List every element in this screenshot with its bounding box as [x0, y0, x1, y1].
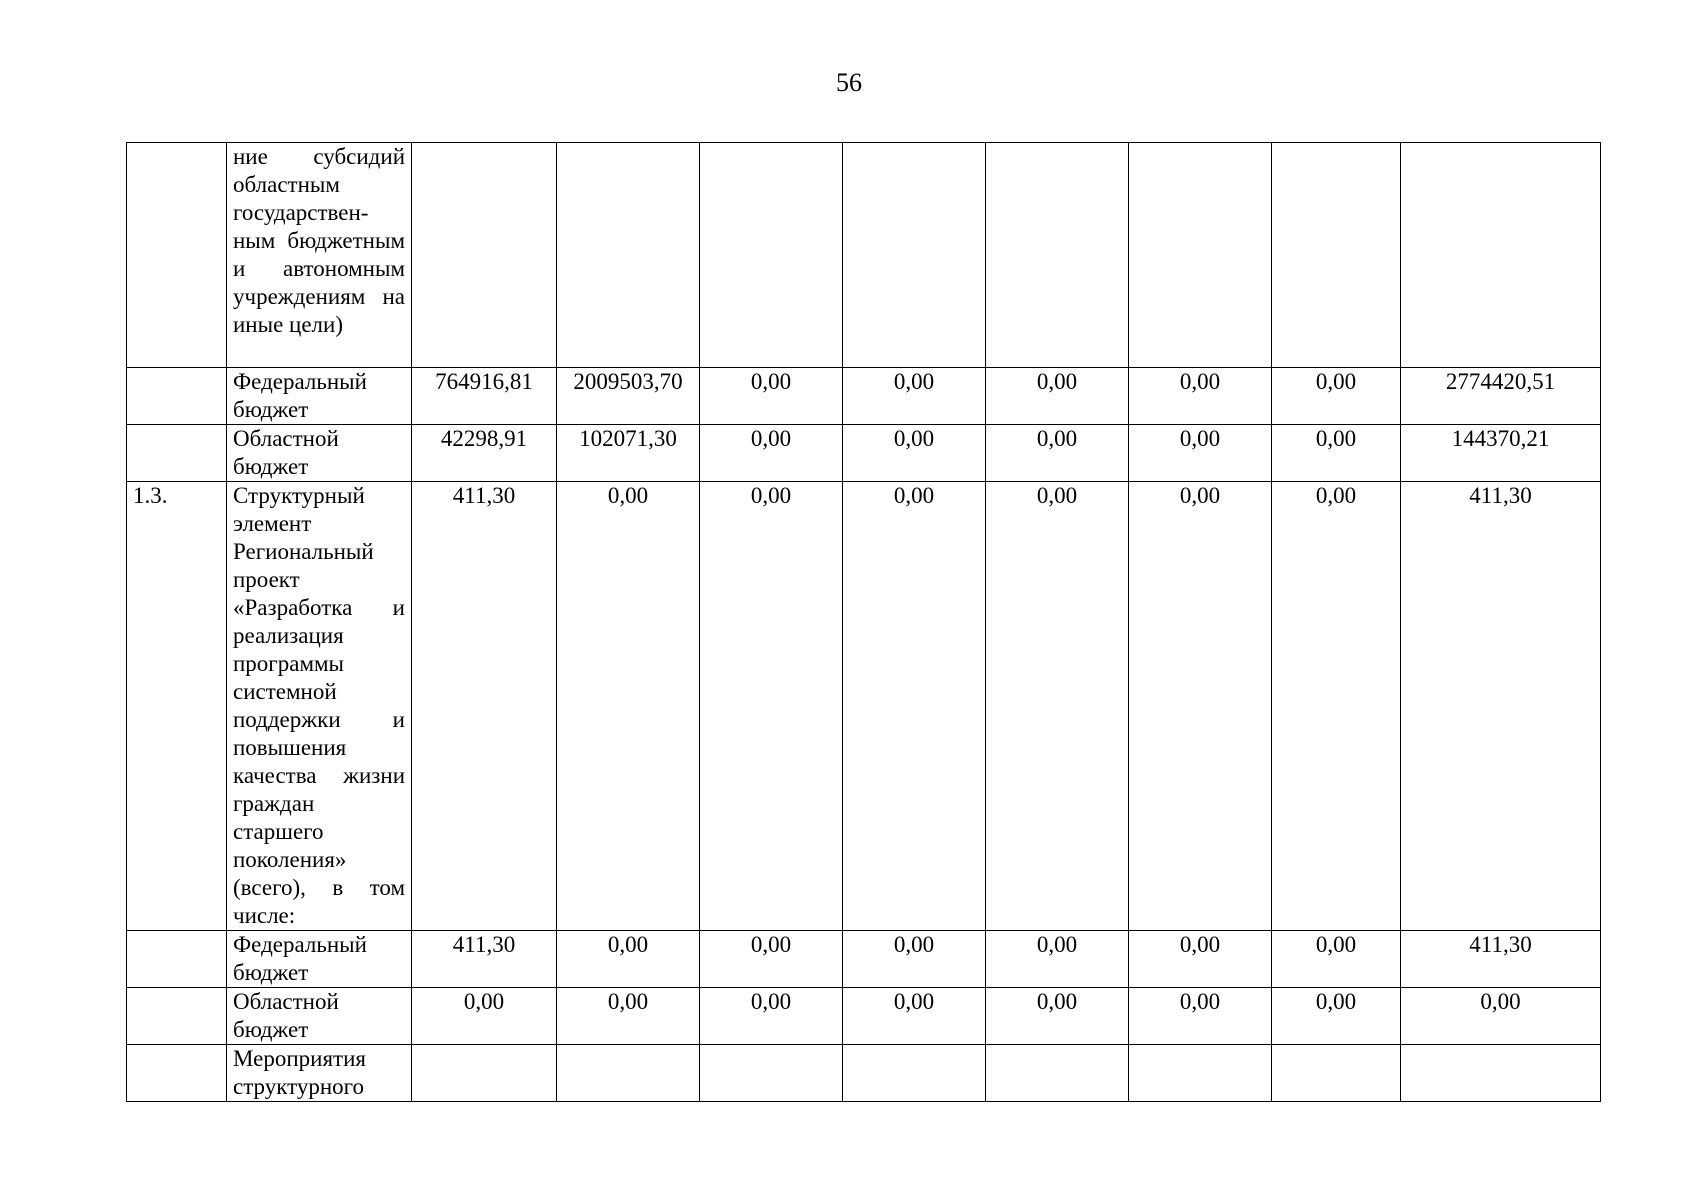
value-cell: 0,00: [700, 368, 843, 425]
table-row: [127, 931, 1601, 988]
value-cell: 411,30: [412, 482, 557, 931]
value-cell: 0,00: [557, 988, 700, 1045]
value-cell: 0,00: [1129, 368, 1272, 425]
value-cell: 102071,30: [557, 425, 700, 482]
value-cell: [1401, 1045, 1601, 1102]
row-number-cell: [127, 931, 227, 988]
value-cell: 0,00: [1129, 482, 1272, 931]
value-cell: 0,00: [412, 988, 557, 1045]
value-cell: [700, 143, 843, 368]
value-cell: [1129, 1045, 1272, 1102]
value-cell: 0,00: [700, 988, 843, 1045]
value-cell: 0,00: [557, 931, 700, 988]
value-cell: 0,00: [986, 482, 1129, 931]
value-cell: [700, 1045, 843, 1102]
value-cell: [412, 143, 557, 368]
value-cell: 2774420,51: [1401, 368, 1601, 425]
value-cell: [1401, 143, 1601, 368]
value-cell: [1272, 1045, 1401, 1102]
value-cell: 764916,81: [412, 368, 557, 425]
value-cell: 0,00: [986, 425, 1129, 482]
value-cell: [557, 143, 700, 368]
value-cell: 0,00: [557, 482, 700, 931]
value-cell: 0,00: [843, 368, 986, 425]
value-cell: 0,00: [843, 482, 986, 931]
table-row: [127, 143, 1601, 368]
row-name-cell: Структурный элемент Региональный проект «Разработка и реализация программы системной поддержки и повышения качества жизни граждан старшего поколения» (всего), в том числе:: [227, 482, 412, 931]
row-number-cell: [127, 368, 227, 425]
value-cell: 0,00: [1272, 482, 1401, 931]
value-cell: 0,00: [986, 368, 1129, 425]
value-cell: [843, 1045, 986, 1102]
value-cell: [843, 143, 986, 368]
value-cell: 0,00: [1129, 931, 1272, 988]
row-name-cell: Областной бюджет: [227, 425, 412, 482]
row-number-cell: 1.3.: [127, 482, 227, 931]
value-cell: 144370,21: [1401, 425, 1601, 482]
table-row: [127, 1045, 1601, 1102]
value-cell: [986, 143, 1129, 368]
row-number-cell: [127, 988, 227, 1045]
value-cell: 0,00: [1129, 425, 1272, 482]
value-cell: 0,00: [843, 988, 986, 1045]
value-cell: 42298,91: [412, 425, 557, 482]
value-cell: 411,30: [1401, 482, 1601, 931]
value-cell: [1272, 143, 1401, 368]
row-number-cell: [127, 1045, 227, 1102]
row-number-cell: [127, 143, 227, 368]
value-cell: [1129, 143, 1272, 368]
value-cell: 0,00: [843, 931, 986, 988]
row-name-cell: Мероприятия структурного: [227, 1045, 412, 1102]
table-row: [127, 482, 1601, 931]
value-cell: 0,00: [843, 425, 986, 482]
value-cell: 0,00: [986, 988, 1129, 1045]
row-number-cell: [127, 425, 227, 482]
table-row: [127, 425, 1601, 482]
value-cell: 0,00: [1129, 988, 1272, 1045]
value-cell: 0,00: [700, 425, 843, 482]
value-cell: 0,00: [1401, 988, 1601, 1045]
budget-table: [126, 142, 1601, 1102]
value-cell: 0,00: [1272, 931, 1401, 988]
row-name-cell: Федеральный бюджет: [227, 368, 412, 425]
table-row: [127, 368, 1601, 425]
value-cell: 411,30: [412, 931, 557, 988]
value-cell: 0,00: [1272, 425, 1401, 482]
value-cell: [557, 1045, 700, 1102]
value-cell: 0,00: [1272, 988, 1401, 1045]
value-cell: 0,00: [700, 931, 843, 988]
value-cell: 411,30: [1401, 931, 1601, 988]
row-name-cell: Федеральный бюджет: [227, 931, 412, 988]
value-cell: [412, 1045, 557, 1102]
value-cell: 2009503,70: [557, 368, 700, 425]
row-name-cell: ние субсидий областным государствен-ным бюджетным и автономным учреждениям на иные цели): [227, 143, 412, 368]
table-row: [127, 988, 1601, 1045]
value-cell: 0,00: [986, 931, 1129, 988]
value-cell: 0,00: [700, 482, 843, 931]
value-cell: [986, 1045, 1129, 1102]
table-body: [127, 143, 1601, 1102]
value-cell: 0,00: [1272, 368, 1401, 425]
page-number: 56: [836, 68, 862, 97]
row-name-cell: Областной бюджет: [227, 988, 412, 1045]
